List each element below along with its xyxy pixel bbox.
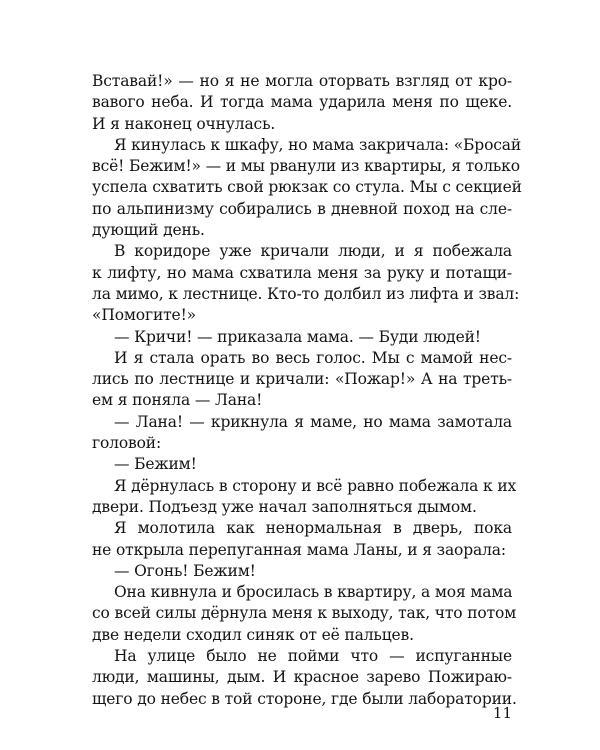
text-line: по альпинизму собирались в дневной поход на сле- — [92, 199, 512, 218]
text-line: «Помогите!» — [92, 306, 196, 325]
text-line: успела схватить свой рюкзак со стула. Мы с секцией — [92, 178, 522, 197]
text-line: Я кинулась к шкафу, но мама закричала: «Бросай — [114, 135, 522, 154]
text-line: Она кивнула и бросилась в квартиру, а моя мама — [114, 583, 513, 602]
page-number: 11 — [492, 704, 512, 722]
text-line: — Кричи! — приказала мама. — Буди людей! — [114, 327, 481, 346]
text-line: щего до небес в той стороне, где были лаборатории. — [92, 689, 517, 708]
text-line: В коридоре уже кричали люди, и я побежала — [114, 242, 512, 261]
text-line: И я наконец очнулась. — [92, 114, 276, 133]
text-line: не открыла перепуганная мама Ланы, и я заорала: — [92, 540, 506, 559]
text-line: лись по лестнице и кричали: «Пожар!» А на треть- — [92, 370, 512, 389]
text-line: головой: — [92, 434, 162, 453]
text-line: Я дёрнулась в сторону и всё равно побежала к их — [114, 476, 517, 495]
text-line: И я стала орать во весь голос. Мы с мамой нес- — [114, 348, 512, 367]
text-line: ем я поняла — Лана! — [92, 391, 263, 410]
text-line: Я молотила как ненормальная в дверь, пока — [114, 519, 512, 538]
text-line: вавого неба. И тогда мама ударила меня по щеке. — [92, 93, 512, 112]
text-line: дующий день. — [92, 221, 205, 240]
text-line: люди, машины, дым. И красное зарево Пожираю- — [92, 668, 512, 687]
text-line: — Бежим! — [114, 455, 197, 474]
body-text — [92, 71, 522, 710]
text-line: всё! Бежим!» — и мы рванули из квартиры, я только — [92, 157, 520, 176]
text-line: двери. Подъезд уже начал заполняться дымом. — [92, 497, 477, 516]
text-line: со всей силы дёрнула меня к выходу, так, что потом — [92, 604, 517, 623]
text-line: — Огонь! Бежим! — [114, 561, 256, 580]
text-line: ла мимо, к лестнице. Кто-то долбил из лифта и звал: — [92, 284, 520, 303]
text-line: две недели сходил синяк от её пальцев. — [92, 625, 414, 644]
text-line: Вставай!» — но я не могла оторвать взгляд от кро- — [92, 72, 512, 90]
text-line: — Лана! — крикнула я маме, но мама замотала — [114, 412, 512, 431]
text-line: На улице было не пойми что — испуганные — [114, 647, 512, 666]
text-line: к лифту, но мама схватила меня за руку и потащи- — [92, 263, 512, 282]
